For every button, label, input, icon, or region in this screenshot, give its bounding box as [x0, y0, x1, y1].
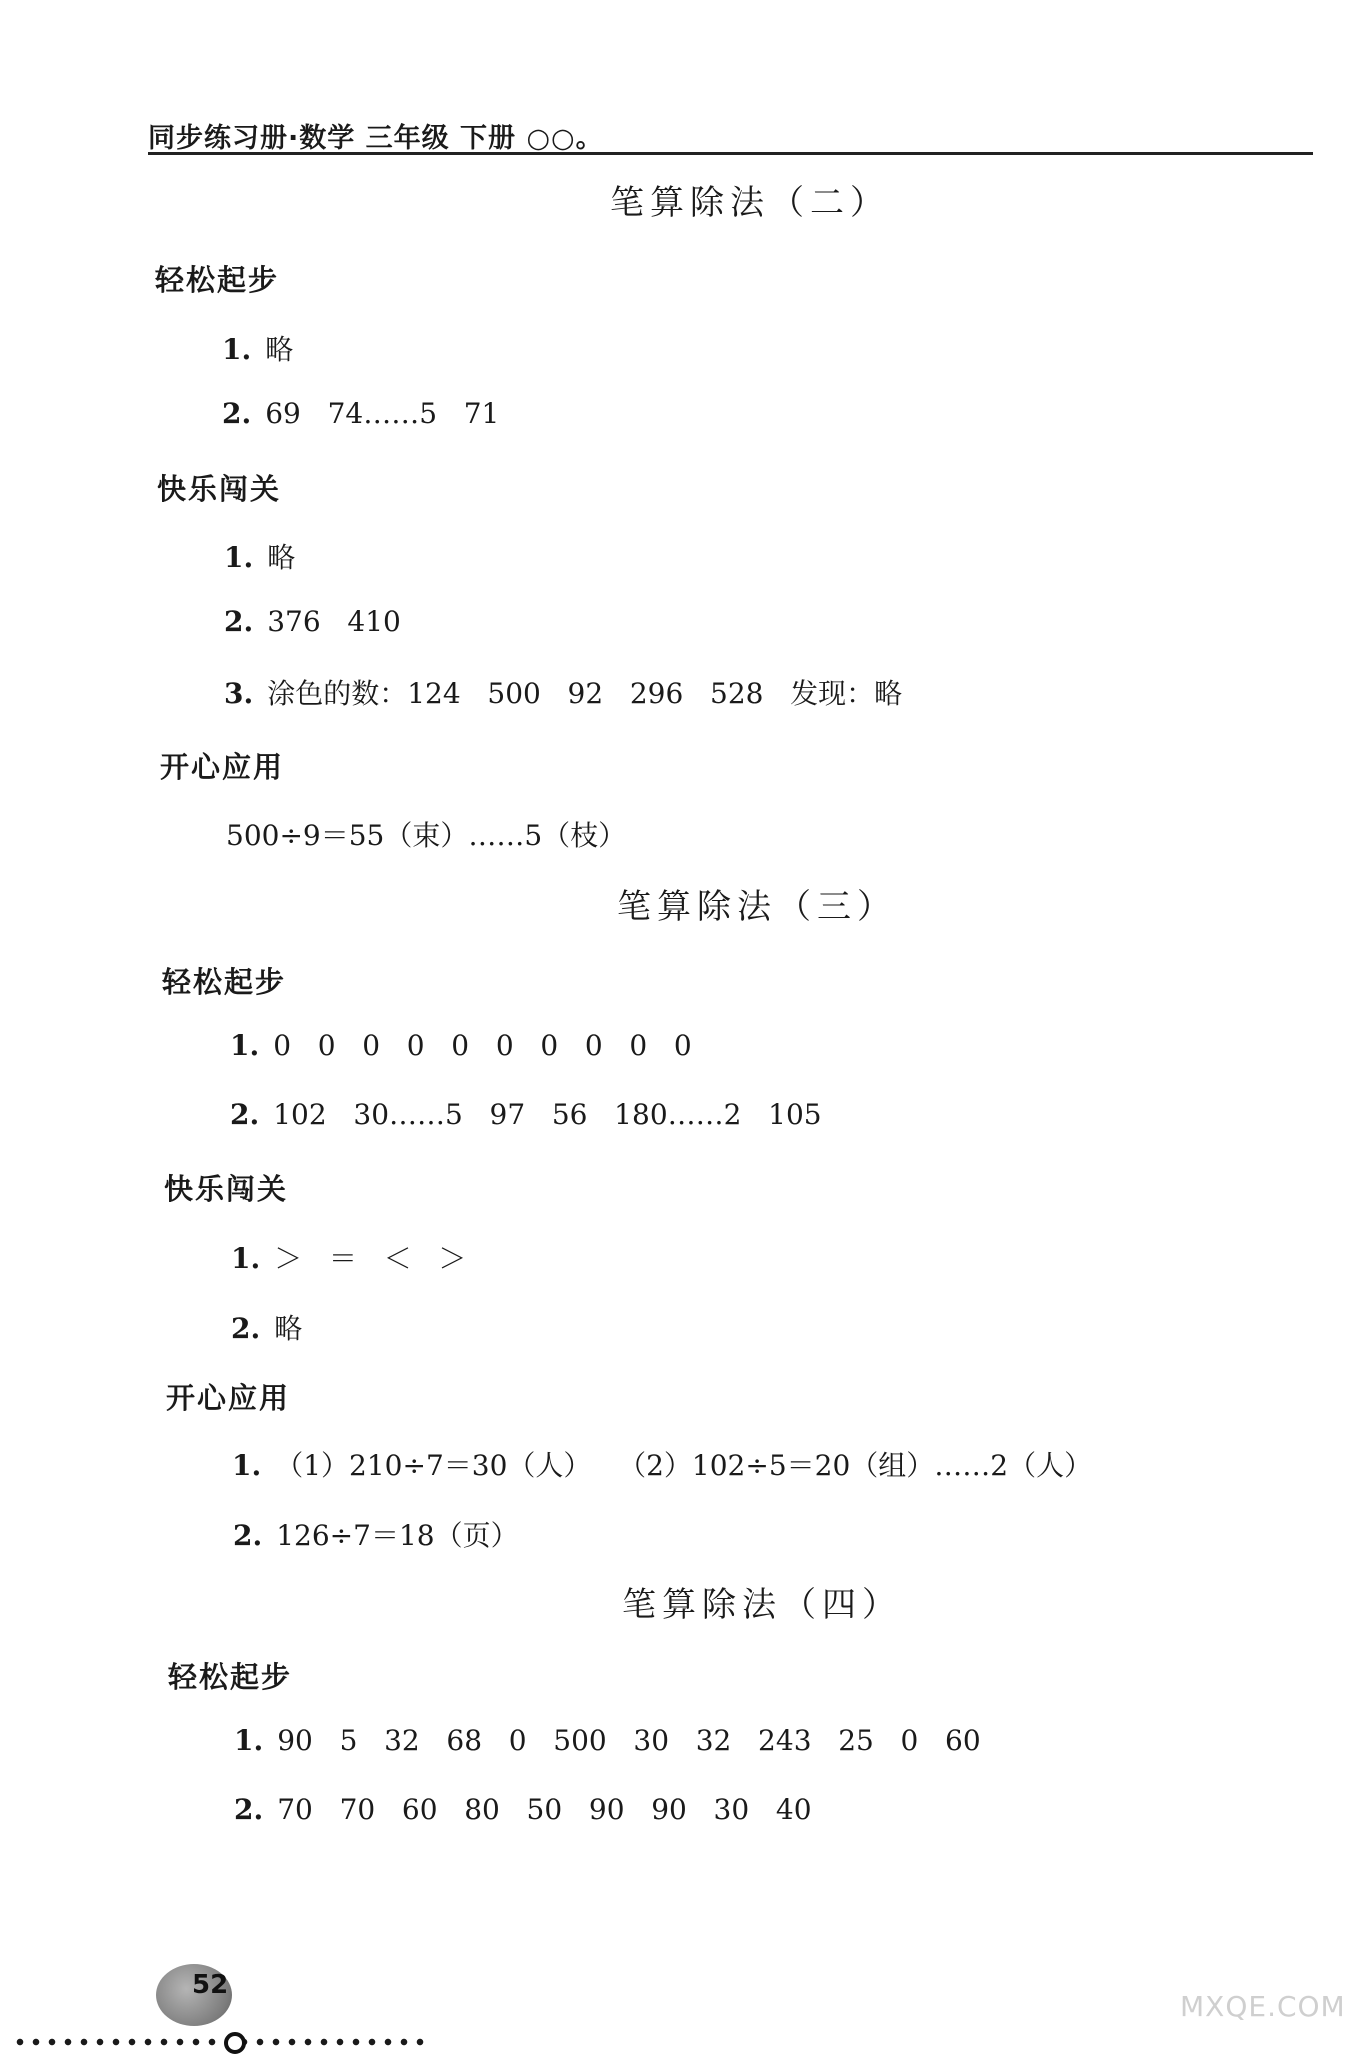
- answer-line: [224, 605, 401, 638]
- item-number: 3.: [224, 677, 254, 710]
- answer-line: [230, 1098, 822, 1131]
- watermark: MXQE.COM: [1180, 1990, 1346, 2023]
- answer-line: [231, 1237, 466, 1277]
- answer-line: [222, 397, 499, 430]
- subsection-heading: 开心应用: [160, 750, 285, 784]
- answer-line: [226, 814, 626, 854]
- item-number: 1.: [231, 1242, 261, 1275]
- subsection-heading: 轻松起步: [162, 965, 287, 999]
- answer-line: [224, 672, 902, 712]
- answer-text: 0 0 0 0 0 0 0 0 0 0: [273, 1029, 692, 1062]
- answer-text: 90 5 32 68 0 500 30 32 243 25 0 60: [277, 1724, 981, 1757]
- subsection-heading: 开心应用: [166, 1381, 291, 1415]
- dotted-divider: [12, 2038, 432, 2046]
- item-number: 2.: [230, 1098, 260, 1131]
- section-title: 笔算除法（四）: [622, 1585, 902, 1625]
- answer-line: [232, 1444, 1092, 1484]
- answer-text: （1）210÷7＝30（人） （2）102÷5＝20（组）……2（人）: [275, 1449, 1093, 1482]
- item-number: 2.: [224, 605, 254, 638]
- item-number: 1.: [222, 333, 252, 366]
- subsection-heading: 轻松起步: [155, 263, 280, 297]
- item-number: 2.: [222, 397, 252, 430]
- page-header: [148, 112, 1313, 155]
- subsection-heading: 快乐闯关: [157, 472, 282, 506]
- answer-line: [230, 1029, 692, 1062]
- answer-text: 376 410: [267, 605, 401, 638]
- answer-text: 102 30……5 97 56 180……2 105: [273, 1098, 822, 1131]
- item-number: 1.: [230, 1029, 260, 1062]
- item-number: 2.: [234, 1793, 264, 1826]
- section-title: 笔算除法（三）: [617, 887, 897, 927]
- answer-text: 126÷7＝18（页）: [276, 1519, 519, 1552]
- item-number: 2.: [233, 1519, 263, 1552]
- answer-text: 略: [274, 1312, 303, 1345]
- answer-line: [231, 1307, 302, 1347]
- answer-line: [224, 536, 295, 576]
- section-title: 笔算除法（二）: [610, 183, 890, 223]
- answer-text: 70 70 60 80 50 90 90 30 40: [277, 1793, 812, 1826]
- page-number: 52: [192, 1970, 229, 2000]
- answer-line: [222, 328, 293, 368]
- subsection-heading: 轻松起步: [168, 1660, 293, 1694]
- book-title: 同步练习册·数学 三年级 下册 ○○。: [148, 123, 604, 154]
- answer-line: [234, 1793, 812, 1826]
- item-number: 1.: [232, 1449, 262, 1482]
- ring-marker-icon: [224, 2032, 246, 2054]
- answer-text: 500÷9＝55（束）……5（枝）: [226, 819, 627, 852]
- item-number: 2.: [231, 1312, 261, 1345]
- answer-text: 69 74……5 71: [265, 397, 500, 430]
- item-number: 1.: [234, 1724, 264, 1757]
- answer-line: [234, 1724, 981, 1757]
- subsection-heading: 快乐闯关: [164, 1172, 289, 1206]
- item-number: 1.: [224, 541, 254, 574]
- answer-text: 略: [267, 541, 296, 574]
- answer-text: 略: [265, 333, 294, 366]
- answer-text: ＞ ＝ ＜ ＞: [274, 1242, 467, 1275]
- answer-line: [233, 1514, 519, 1554]
- answer-text: 涂色的数：124 500 92 296 528 发现：略: [267, 677, 903, 710]
